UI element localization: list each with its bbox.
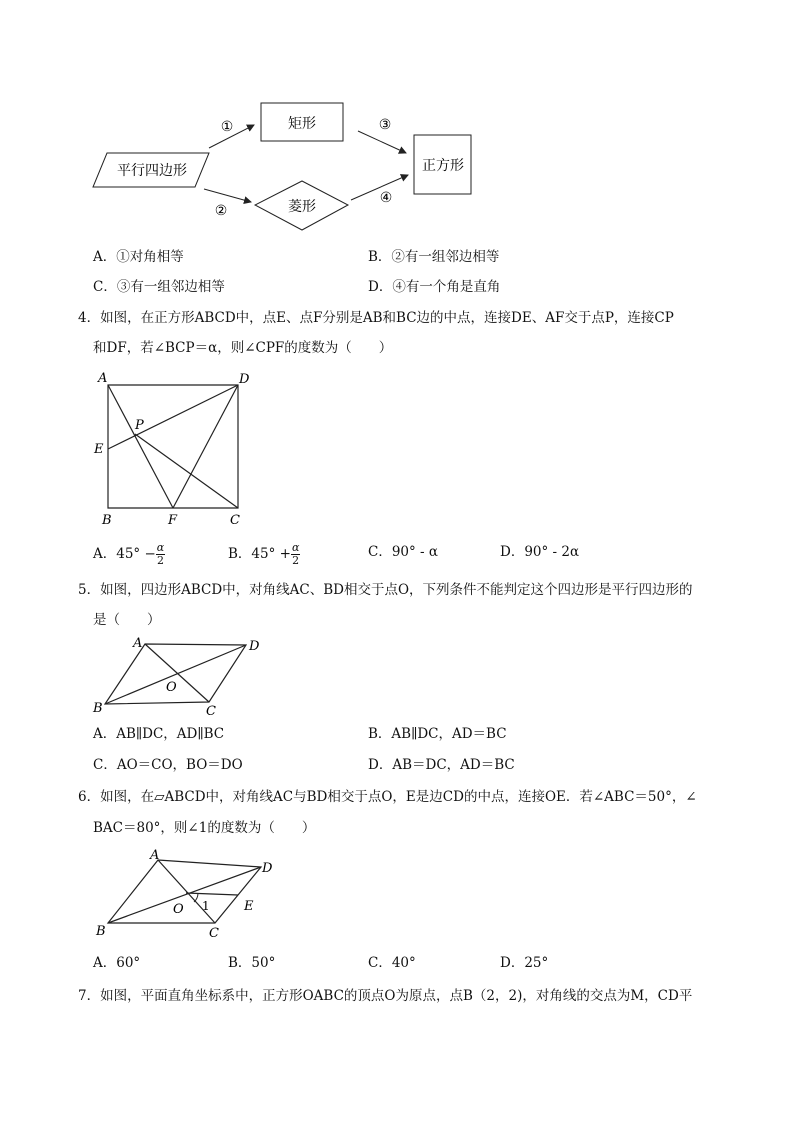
- q3-option-a: A．①对角相等: [93, 249, 184, 265]
- q5-stem-line2: 是（ ）: [93, 612, 161, 628]
- point-o-label: O: [173, 902, 184, 917]
- square-label: 正方形: [422, 158, 464, 174]
- q7-stem-line1: 7．如图，平面直角坐标系中，正方形OABC的顶点O为原点，点B（2，2)，对角线的交点为M，CD平: [78, 988, 693, 1004]
- q4-option-d: D．90° - 2α: [500, 544, 580, 560]
- q5-quadrilateral-figure: [88, 632, 268, 722]
- arrow-2: [204, 189, 251, 202]
- point-b-label: B: [96, 924, 106, 939]
- angle-1-arc: [194, 894, 198, 903]
- q4-option-a-fraction: [156, 542, 165, 567]
- q4-option-a-text: A．45° −: [93, 546, 156, 562]
- step-1-label: ①: [220, 119, 234, 135]
- q5-option-d: D．AB＝DC，AD＝BC: [368, 757, 515, 773]
- point-d-label: D: [262, 861, 273, 876]
- point-o-label: O: [166, 680, 177, 695]
- q5-option-a: A．AB∥DC，AD∥BC: [93, 726, 225, 742]
- quadrilateral-flow-diagram: [88, 95, 488, 240]
- q5-option-c: C．AO＝CO，BO＝DO: [93, 757, 243, 773]
- segment-oe: [186, 893, 238, 895]
- fraction-numerator: α: [156, 541, 165, 554]
- parallelogram-label: 平行四边形: [117, 163, 187, 179]
- q3-option-d: D．④有一个角是直角: [368, 279, 501, 295]
- step-3-label: ③: [378, 117, 392, 133]
- q4-stem-line2: 和DF，若∠BCP＝α，则∠CPF的度数为（ ）: [93, 340, 393, 356]
- point-a-label: A: [150, 848, 160, 863]
- point-c-label: C: [209, 926, 219, 941]
- point-d-label: D: [239, 372, 250, 387]
- point-a-label: A: [133, 636, 143, 651]
- q6-option-d: D．25°: [500, 955, 549, 971]
- q4-option-a: [93, 542, 165, 567]
- q6-option-c: C．40°: [368, 955, 416, 971]
- q6-parallelogram-figure: [88, 848, 288, 943]
- q6-stem-line1: 6．如图，在▱ABCD中，对角线AC与BD相交于点O，E是边CD的中点，连接OE．若∠ABC＝50°，∠: [78, 789, 697, 805]
- point-c-label: C: [230, 513, 240, 528]
- q4-option-b-text: B．45° +: [228, 546, 291, 562]
- step-4-label: ④: [379, 190, 393, 206]
- point-b-label: B: [102, 513, 112, 528]
- point-p-label: P: [135, 418, 144, 433]
- point-a-label: A: [98, 371, 108, 386]
- q6-stem-line2: BAC＝80°，则∠1的度数为（ ）: [93, 820, 316, 836]
- q4-square-figure: [88, 365, 258, 535]
- q3-option-b: B．②有一组邻边相等: [368, 249, 500, 265]
- q3-option-c: C．③有一组邻边相等: [93, 279, 225, 295]
- diagonal-ac: [145, 644, 209, 702]
- segment-de: [108, 385, 238, 449]
- q6-option-b: B．50°: [228, 955, 276, 971]
- fraction-numerator: α: [291, 541, 300, 554]
- angle-1-label: 1: [202, 899, 210, 913]
- segment-pc: [135, 434, 238, 508]
- fraction-denominator: 2: [292, 554, 300, 567]
- segment-af: [108, 385, 173, 508]
- q4-stem-line1: 4．如图，在正方形ABCD中，点E、点F分别是AB和BC边的中点，连接DE、AF交于点P，连接CP: [78, 310, 674, 326]
- step-2-label: ②: [214, 203, 228, 219]
- point-c-label: C: [206, 704, 216, 719]
- q4-option-b-fraction: [291, 542, 300, 567]
- segment-df: [173, 385, 238, 508]
- diagonal-ac: [158, 860, 215, 923]
- point-d-label: D: [249, 639, 260, 654]
- diagonal-bd: [105, 645, 246, 704]
- parallelogram-abcd: [108, 860, 261, 923]
- q4-option-c: C．90° - α: [368, 544, 439, 560]
- point-f-label: F: [168, 513, 178, 528]
- square-abcd: [108, 385, 238, 508]
- point-b-label: B: [93, 701, 103, 716]
- fraction-denominator: 2: [157, 554, 164, 567]
- q5-option-b: B．AB∥DC，AD＝BC: [368, 726, 507, 742]
- point-e-label: E: [94, 442, 104, 457]
- rectangle-label: 矩形: [288, 116, 316, 132]
- point-e-label: E: [244, 899, 254, 914]
- q6-option-a: A．60°: [93, 955, 141, 971]
- q4-option-b: [228, 542, 300, 567]
- arrow-3: [358, 131, 406, 153]
- q5-stem-line1: 5．如图，四边形ABCD中，对角线AC、BD相交于点O，下列条件不能判定这个四边形是平行四边形的: [78, 582, 693, 598]
- rhombus-label: 菱形: [288, 199, 316, 215]
